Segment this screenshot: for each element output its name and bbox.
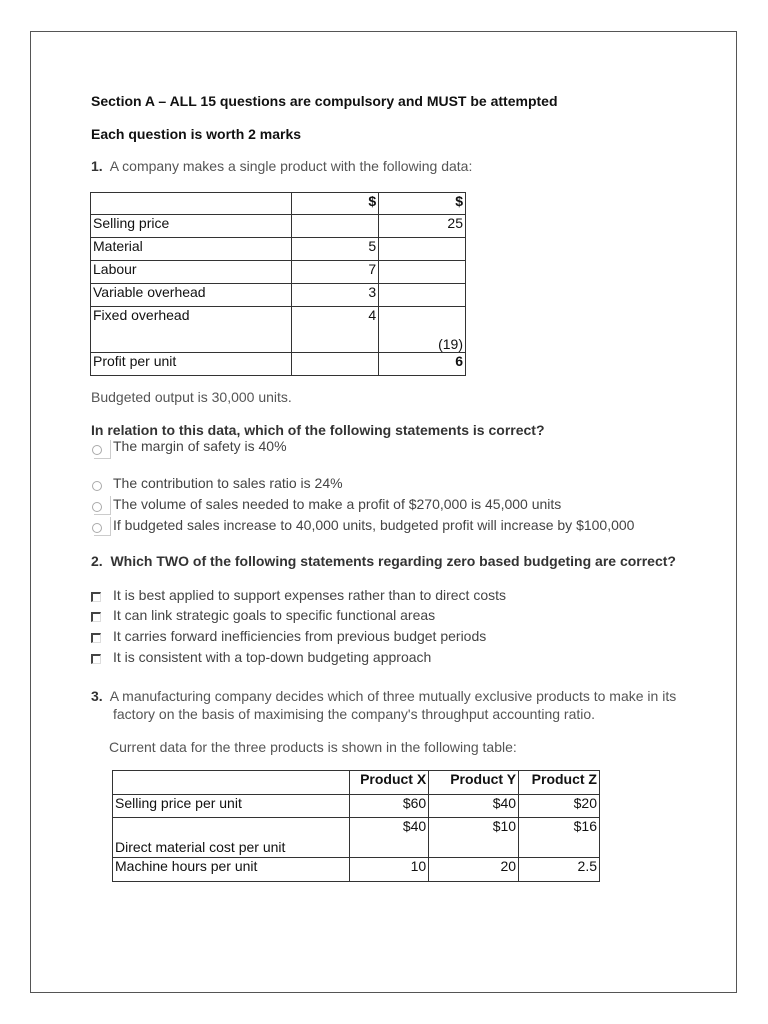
table-cell: $20 (519, 795, 600, 818)
q2-number: 2. (91, 553, 103, 569)
table-cell (91, 328, 292, 353)
table-row (91, 307, 466, 328)
table-cell: (19) (379, 328, 466, 353)
q2-question-text: Which TWO of the following statements regarding zero based budgeting are correct? (110, 553, 676, 569)
section-subtitle: Each question is worth 2 marks (91, 126, 302, 142)
q1-option-c: The volume of sales needed to make a profit of $270,000 is 45,000 units (113, 496, 562, 512)
table-cell: 10 (350, 858, 429, 882)
table-cell: Selling price (91, 215, 292, 238)
table-cell: $10 (429, 818, 519, 858)
table-row (91, 328, 466, 353)
table-row (113, 818, 600, 858)
table-cell: Profit per unit (91, 353, 292, 376)
table-cell: Variable overhead (91, 284, 292, 307)
section-title: Section A – ALL 15 questions are compulsory and MUST be attempted (91, 93, 558, 109)
table-cell: Direct material cost per unit (113, 818, 350, 858)
table-cell: Material (91, 238, 292, 261)
q3-number: 3. (91, 688, 103, 704)
table-row (91, 261, 466, 284)
table-cell (379, 284, 466, 307)
q1-question: In relation to this data, which of the following statements is correct? (91, 422, 545, 438)
q2-option-d: It is consistent with a top-down budgeting approach (113, 649, 432, 665)
q2-question (91, 553, 676, 569)
table-cell (292, 328, 379, 353)
table-cell: 6 (379, 353, 466, 376)
table-row (91, 284, 466, 307)
radio-button[interactable] (92, 502, 102, 512)
q1-option-b: The contribution to sales ratio is 24% (113, 475, 343, 491)
table-cell: $16 (519, 818, 600, 858)
table-cell (292, 215, 379, 238)
q1-option-d: If budgeted sales increase to 40,000 units, budgeted profit will increase by $100,000 (113, 517, 635, 533)
q2-option-c: It carries forward inefficiencies from previous budget periods (113, 628, 487, 644)
table-cell (292, 353, 379, 376)
radio-button[interactable] (92, 445, 102, 455)
table-cell: 3 (292, 284, 379, 307)
table-row (91, 353, 466, 376)
table-cell: $40 (350, 818, 429, 858)
q1-option-a: The margin of safety is 40% (113, 438, 287, 454)
table-cell (379, 307, 466, 328)
radio-button[interactable] (92, 523, 102, 533)
table-cell: 4 (292, 307, 379, 328)
table-cell: Fixed overhead (91, 307, 292, 328)
table-cell: 25 (379, 215, 466, 238)
table-header-row (91, 193, 466, 215)
table-header-cell: Product Z (519, 771, 600, 795)
table-cell: Selling price per unit (113, 795, 350, 818)
table-cell: Machine hours per unit (113, 858, 350, 882)
q1-table (90, 192, 466, 376)
q3-table-intro: Current data for the three products is shown in the following table: (109, 739, 517, 755)
table-cell (379, 261, 466, 284)
table-row (91, 215, 466, 238)
table-header-cell: Product X (350, 771, 429, 795)
table-header-cell: Product Y (429, 771, 519, 795)
table-cell: $60 (350, 795, 429, 818)
table-header-cell: $ (379, 193, 466, 215)
q1-intro (91, 158, 472, 174)
q3-intro-line2: factory on the basis of maximising the company's throughput accounting ratio. (113, 706, 596, 722)
q3-intro-line1: A manufacturing company decides which of three mutually exclusive products to make in its (109, 688, 677, 704)
table-header-row (113, 771, 600, 795)
q1-intro-text: A company makes a single product with the following data: (109, 158, 473, 174)
table-header-cell: $ (292, 193, 379, 215)
table-cell: Labour (91, 261, 292, 284)
radio-button[interactable] (92, 481, 102, 491)
table-row (113, 858, 600, 882)
table-cell: 20 (429, 858, 519, 882)
table-cell (379, 238, 466, 261)
table-cell: 5 (292, 238, 379, 261)
checkbox[interactable] (91, 654, 101, 664)
q2-option-b: It can link strategic goals to specific functional areas (113, 607, 436, 623)
table-cell: 2.5 (519, 858, 600, 882)
table-row (91, 238, 466, 261)
table-cell: $40 (429, 795, 519, 818)
checkbox[interactable] (91, 633, 101, 643)
table-cell: 7 (292, 261, 379, 284)
checkbox[interactable] (91, 612, 101, 622)
q1-number: 1. (91, 158, 103, 174)
q3-table (112, 770, 600, 882)
table-row (113, 795, 600, 818)
checkbox[interactable] (91, 592, 101, 602)
table-cell (113, 771, 350, 795)
table-cell (91, 193, 292, 215)
q2-option-a: It is best applied to support expenses rather than to direct costs (113, 587, 506, 603)
q3-intro (91, 688, 676, 704)
q1-note: Budgeted output is 30,000 units. (91, 389, 292, 405)
